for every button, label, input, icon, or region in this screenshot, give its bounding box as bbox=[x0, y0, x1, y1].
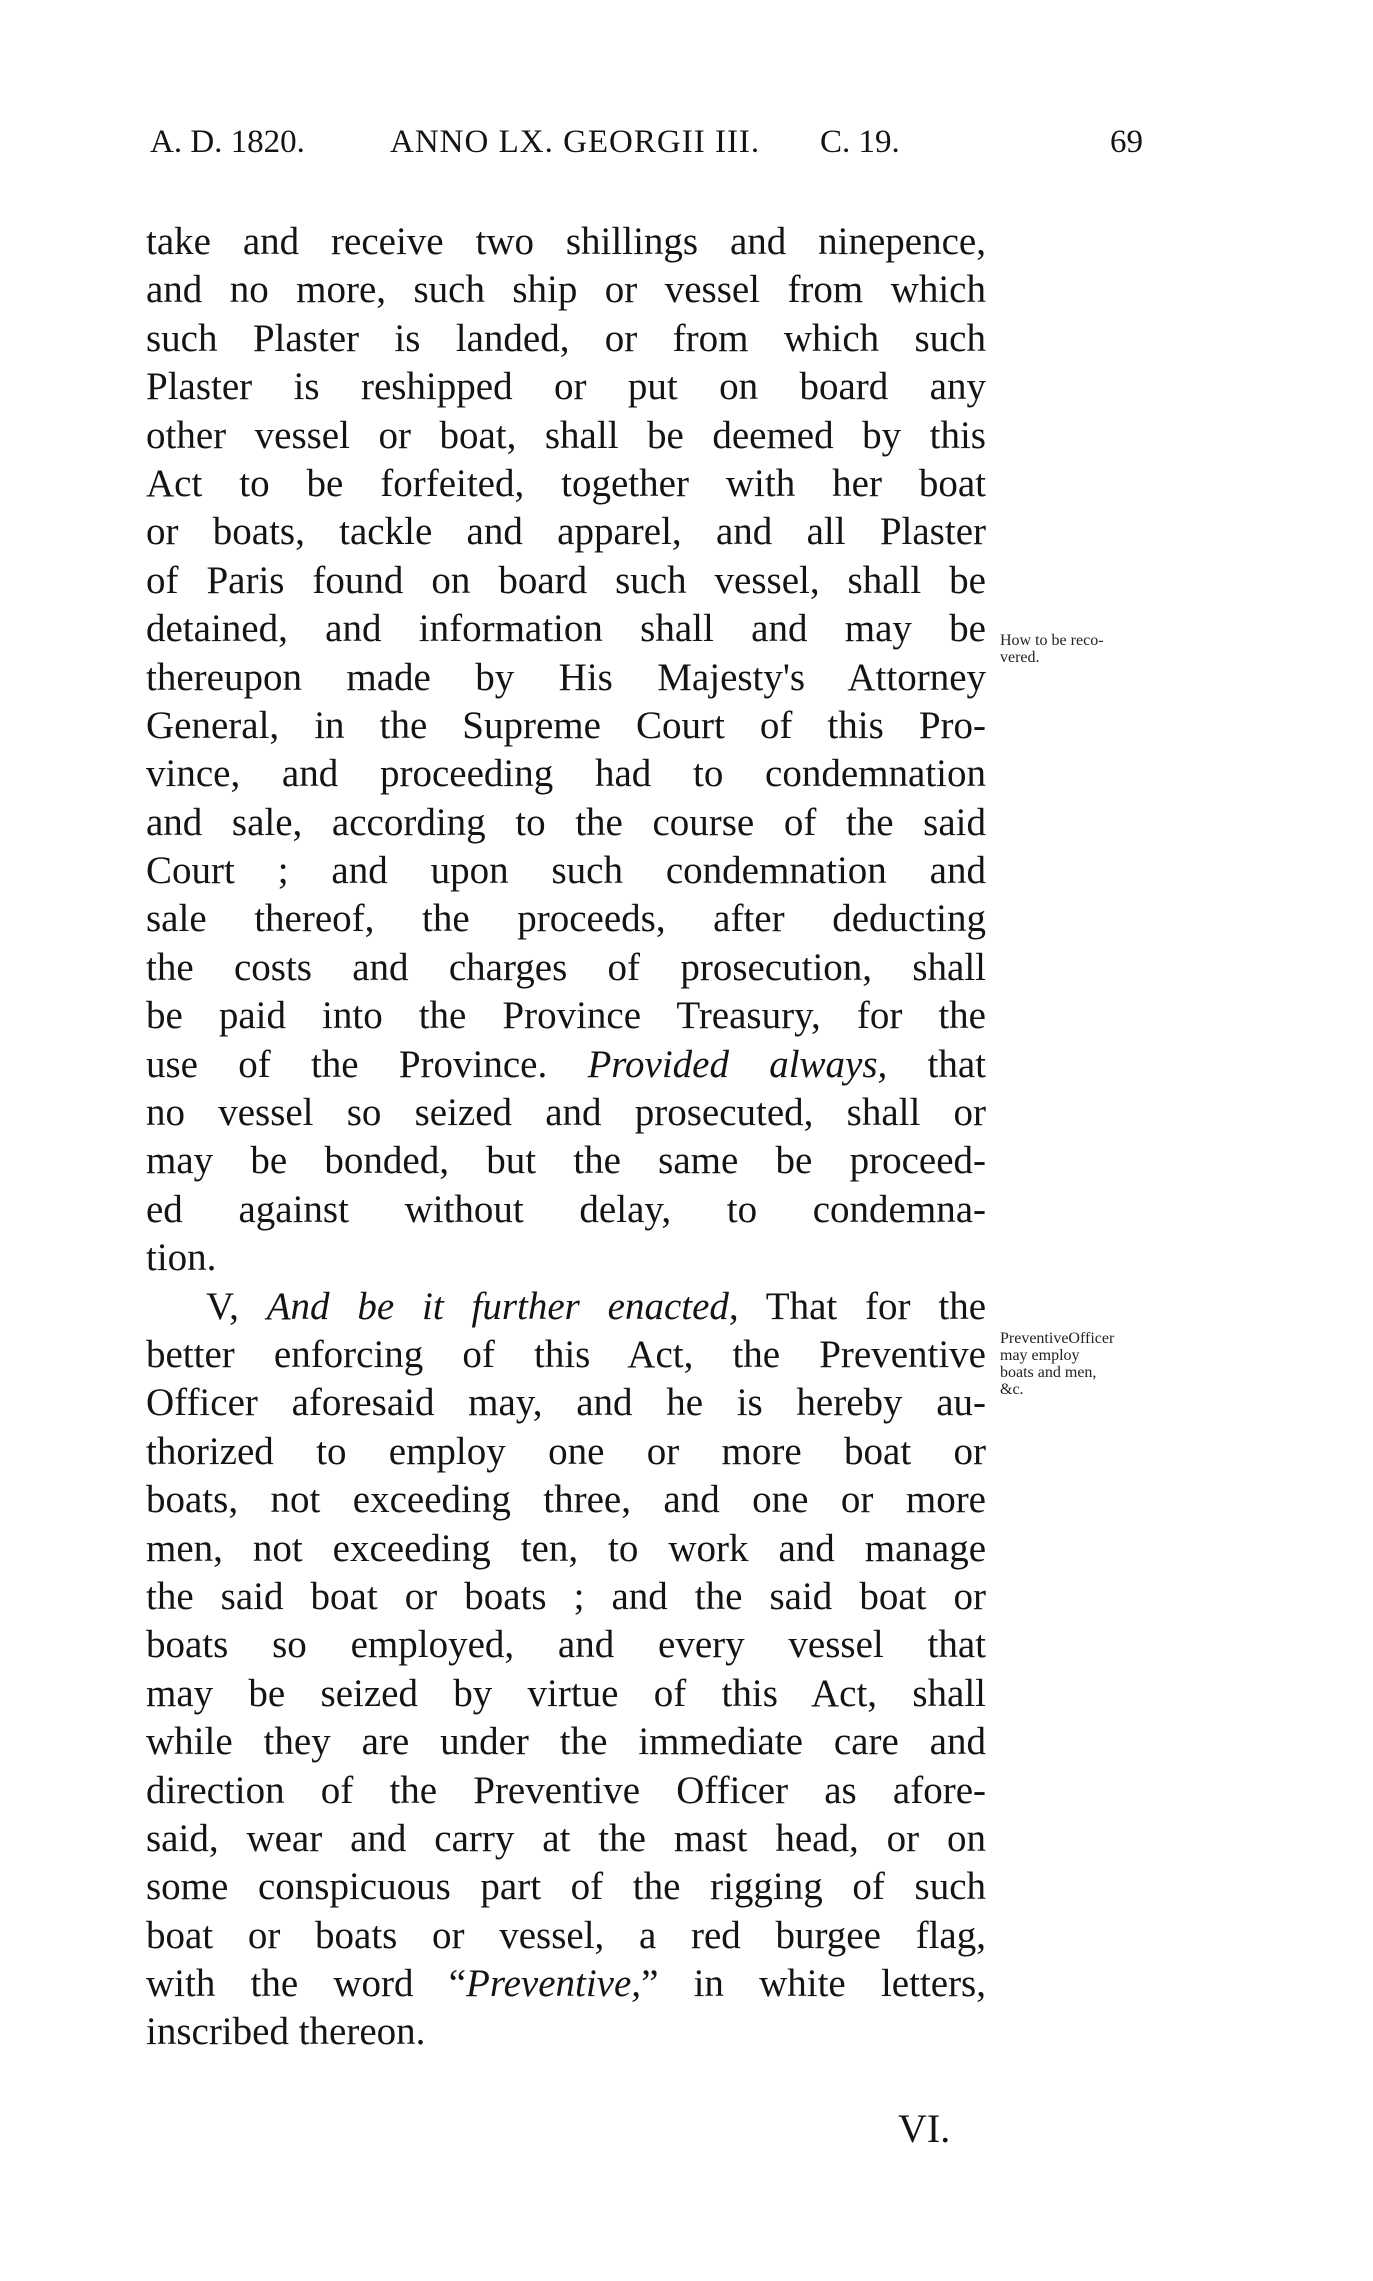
margin-note-preventive-officer bbox=[1000, 1330, 1200, 1398]
italic-phrase: Provided always, bbox=[587, 1042, 888, 1086]
text-line: detained, and information shall and may be bbox=[146, 607, 986, 651]
header-chapter: C. 19. bbox=[820, 124, 900, 160]
text-segment: use of the Province. bbox=[146, 1042, 548, 1086]
page-number: 69 bbox=[1110, 124, 1143, 160]
text-line: while they are under the immediate care and bbox=[146, 1720, 986, 1764]
text-line: the costs and charges of prosecution, shall bbox=[146, 945, 986, 989]
catchword: VI. bbox=[898, 2106, 951, 2151]
margin-note-line: may employ bbox=[1000, 1347, 1080, 1364]
header-date: A. D. 1820. bbox=[150, 124, 305, 160]
text-line: other vessel or boat, shall be deemed by this bbox=[146, 413, 986, 457]
running-header bbox=[150, 122, 1230, 172]
header-title: ANNO LX. GEORGII III. bbox=[390, 124, 761, 160]
text-line: boat or boats or vessel, a red burgee flag, bbox=[146, 1913, 986, 1957]
margin-note-line: boats and men, bbox=[1000, 1364, 1097, 1381]
text-line: Officer aforesaid may, and he is hereby au- bbox=[146, 1381, 986, 1425]
text-line: boats so employed, and every vessel that bbox=[146, 1623, 986, 1667]
text-segment: that bbox=[927, 1042, 986, 1086]
body-text bbox=[146, 218, 986, 2057]
italic-word: Preventive, bbox=[466, 1962, 642, 2006]
text-line: no vessel so seized and prosecuted, shall or bbox=[146, 1091, 986, 1135]
margin-note-line: How to be reco- bbox=[1000, 632, 1104, 649]
text-line: of Paris found on board such vessel, shall be bbox=[146, 558, 986, 602]
text-line: the said boat or boats ; and the said boat or bbox=[146, 1574, 986, 1618]
text-segment: with the word “ bbox=[146, 1962, 467, 2006]
text-line: may be seized by virtue of this Act, shall bbox=[146, 1671, 986, 1715]
text-line: and no more, such ship or vessel from which bbox=[146, 268, 986, 312]
text-line: vince, and proceeding had to condemnation bbox=[146, 752, 986, 796]
text-line bbox=[146, 1041, 986, 1089]
text-line: tion. bbox=[146, 1236, 217, 1280]
section-v-heading bbox=[146, 1283, 986, 1331]
enacting-clause: And be it further enacted, bbox=[266, 1284, 739, 1328]
text-line: Plaster is reshipped or put on board any bbox=[146, 365, 986, 409]
text-segment: ” in white letters, bbox=[641, 1962, 986, 2006]
text-line: inscribed thereon. bbox=[146, 2010, 426, 2054]
text-line: such Plaster is landed, or from which such bbox=[146, 316, 986, 360]
text-segment: That for the bbox=[765, 1284, 987, 1328]
margin-note-line: vered. bbox=[1000, 649, 1040, 666]
text-line: thorized to employ one or more boat or bbox=[146, 1429, 986, 1473]
text-line: boats, not exceeding three, and one or more bbox=[146, 1478, 986, 1522]
text-line: better enforcing of this Act, the Preventive bbox=[146, 1332, 986, 1376]
text-line: some conspicuous part of the rigging of such bbox=[146, 1865, 986, 1909]
text-line: men, not exceeding ten, to work and manage bbox=[146, 1526, 986, 1570]
margin-note-line: PreventiveOfficer bbox=[1000, 1330, 1115, 1347]
text-line: or boats, tackle and apparel, and all Plaster bbox=[146, 510, 986, 554]
text-line: ed against without delay, to condemna- bbox=[146, 1187, 986, 1231]
text-line: Court ; and upon such condemnation and bbox=[146, 849, 986, 893]
text-line: sale thereof, the proceeds, after deducting bbox=[146, 897, 986, 941]
text-line: Act to be forfeited, together with her boat bbox=[146, 461, 986, 505]
text-line bbox=[146, 1960, 986, 2008]
text-line: said, wear and carry at the mast head, or on bbox=[146, 1816, 986, 1860]
text-line: may be bonded, but the same be proceed- bbox=[146, 1139, 986, 1183]
text-line: General, in the Supreme Court of this Pro- bbox=[146, 703, 986, 747]
text-line: and sale, according to the course of the said bbox=[146, 800, 986, 844]
margin-note-recovery bbox=[1000, 632, 1200, 666]
section-number: V, bbox=[206, 1284, 239, 1328]
text-line: direction of the Preventive Officer as afore- bbox=[146, 1768, 986, 1812]
text-line: take and receive two shillings and ninepence, bbox=[146, 220, 986, 263]
margin-note-line: &c. bbox=[1000, 1381, 1024, 1398]
text-line: thereupon made by His Majesty's Attorney bbox=[146, 655, 986, 699]
text-line: be paid into the Province Treasury, for the bbox=[146, 994, 986, 1038]
